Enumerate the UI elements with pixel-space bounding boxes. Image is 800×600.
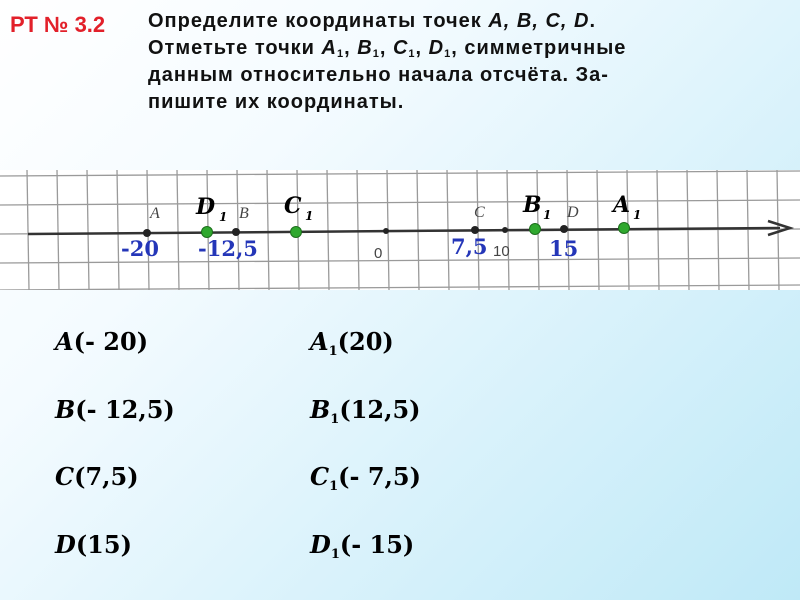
axis-label-ten: 10 bbox=[493, 243, 510, 260]
task-line-3: данным относительно начала отсчёта. За- bbox=[148, 64, 609, 86]
axis-label-b: B bbox=[239, 205, 249, 222]
point-a1 bbox=[619, 223, 630, 234]
answer-left-b: B(- 12,5) bbox=[55, 395, 175, 424]
task-line-2: Отметьте точки $A_1$, $B_1$, $C_1$, $D_1$, симметричные bbox=[148, 37, 627, 60]
task-text bbox=[148, 8, 788, 116]
point-zero bbox=[383, 228, 389, 234]
task-line-4: пишите их координаты. bbox=[148, 91, 405, 113]
number-line-svg bbox=[0, 170, 800, 290]
green-sub-c1: 1 bbox=[305, 209, 314, 223]
green-label-c1: C bbox=[284, 193, 302, 219]
point-b1 bbox=[530, 224, 541, 235]
point-ten bbox=[502, 227, 508, 233]
answer-right-b1: $B_1(12,5)$ bbox=[310, 395, 421, 427]
point-c bbox=[471, 226, 479, 234]
answer-left-c: C(7,5) bbox=[55, 462, 139, 491]
axis-label-zero: 0 bbox=[374, 245, 383, 262]
axis-label-c: C bbox=[474, 204, 485, 221]
value-label-a: -20 bbox=[121, 236, 159, 261]
point-d bbox=[560, 225, 568, 233]
answer-right-d1: $D_1(-$ 15) bbox=[310, 530, 415, 562]
green-sub-d1: 1 bbox=[219, 210, 228, 224]
green-sub-b1: 1 bbox=[543, 208, 552, 222]
answer-left-d: D(15) bbox=[55, 530, 132, 559]
value-label-d: 15 bbox=[549, 236, 579, 261]
task-number: РТ № 3.2 bbox=[10, 12, 106, 37]
task-line-1: Определите координаты точек A, B, C, D. bbox=[148, 10, 597, 32]
green-label-a1: A bbox=[613, 192, 631, 218]
number-line-figure bbox=[0, 170, 800, 290]
axis-label-d: D bbox=[567, 204, 579, 221]
value-label-c: 7,5 bbox=[451, 234, 488, 259]
value-label-b: -12,5 bbox=[198, 236, 258, 261]
answer-right-c1: $C_1(-$ 7,5) bbox=[310, 462, 421, 494]
axis-label-a: A bbox=[150, 205, 160, 222]
answer-left-a: A(- 20) bbox=[55, 327, 149, 356]
point-c1 bbox=[291, 227, 302, 238]
green-label-b1: B bbox=[523, 192, 542, 218]
answer-right-a1: $A_1(20)$ bbox=[310, 327, 394, 359]
green-label-d1: D bbox=[196, 194, 216, 220]
green-sub-a1: 1 bbox=[633, 208, 642, 222]
point-b bbox=[232, 228, 240, 236]
